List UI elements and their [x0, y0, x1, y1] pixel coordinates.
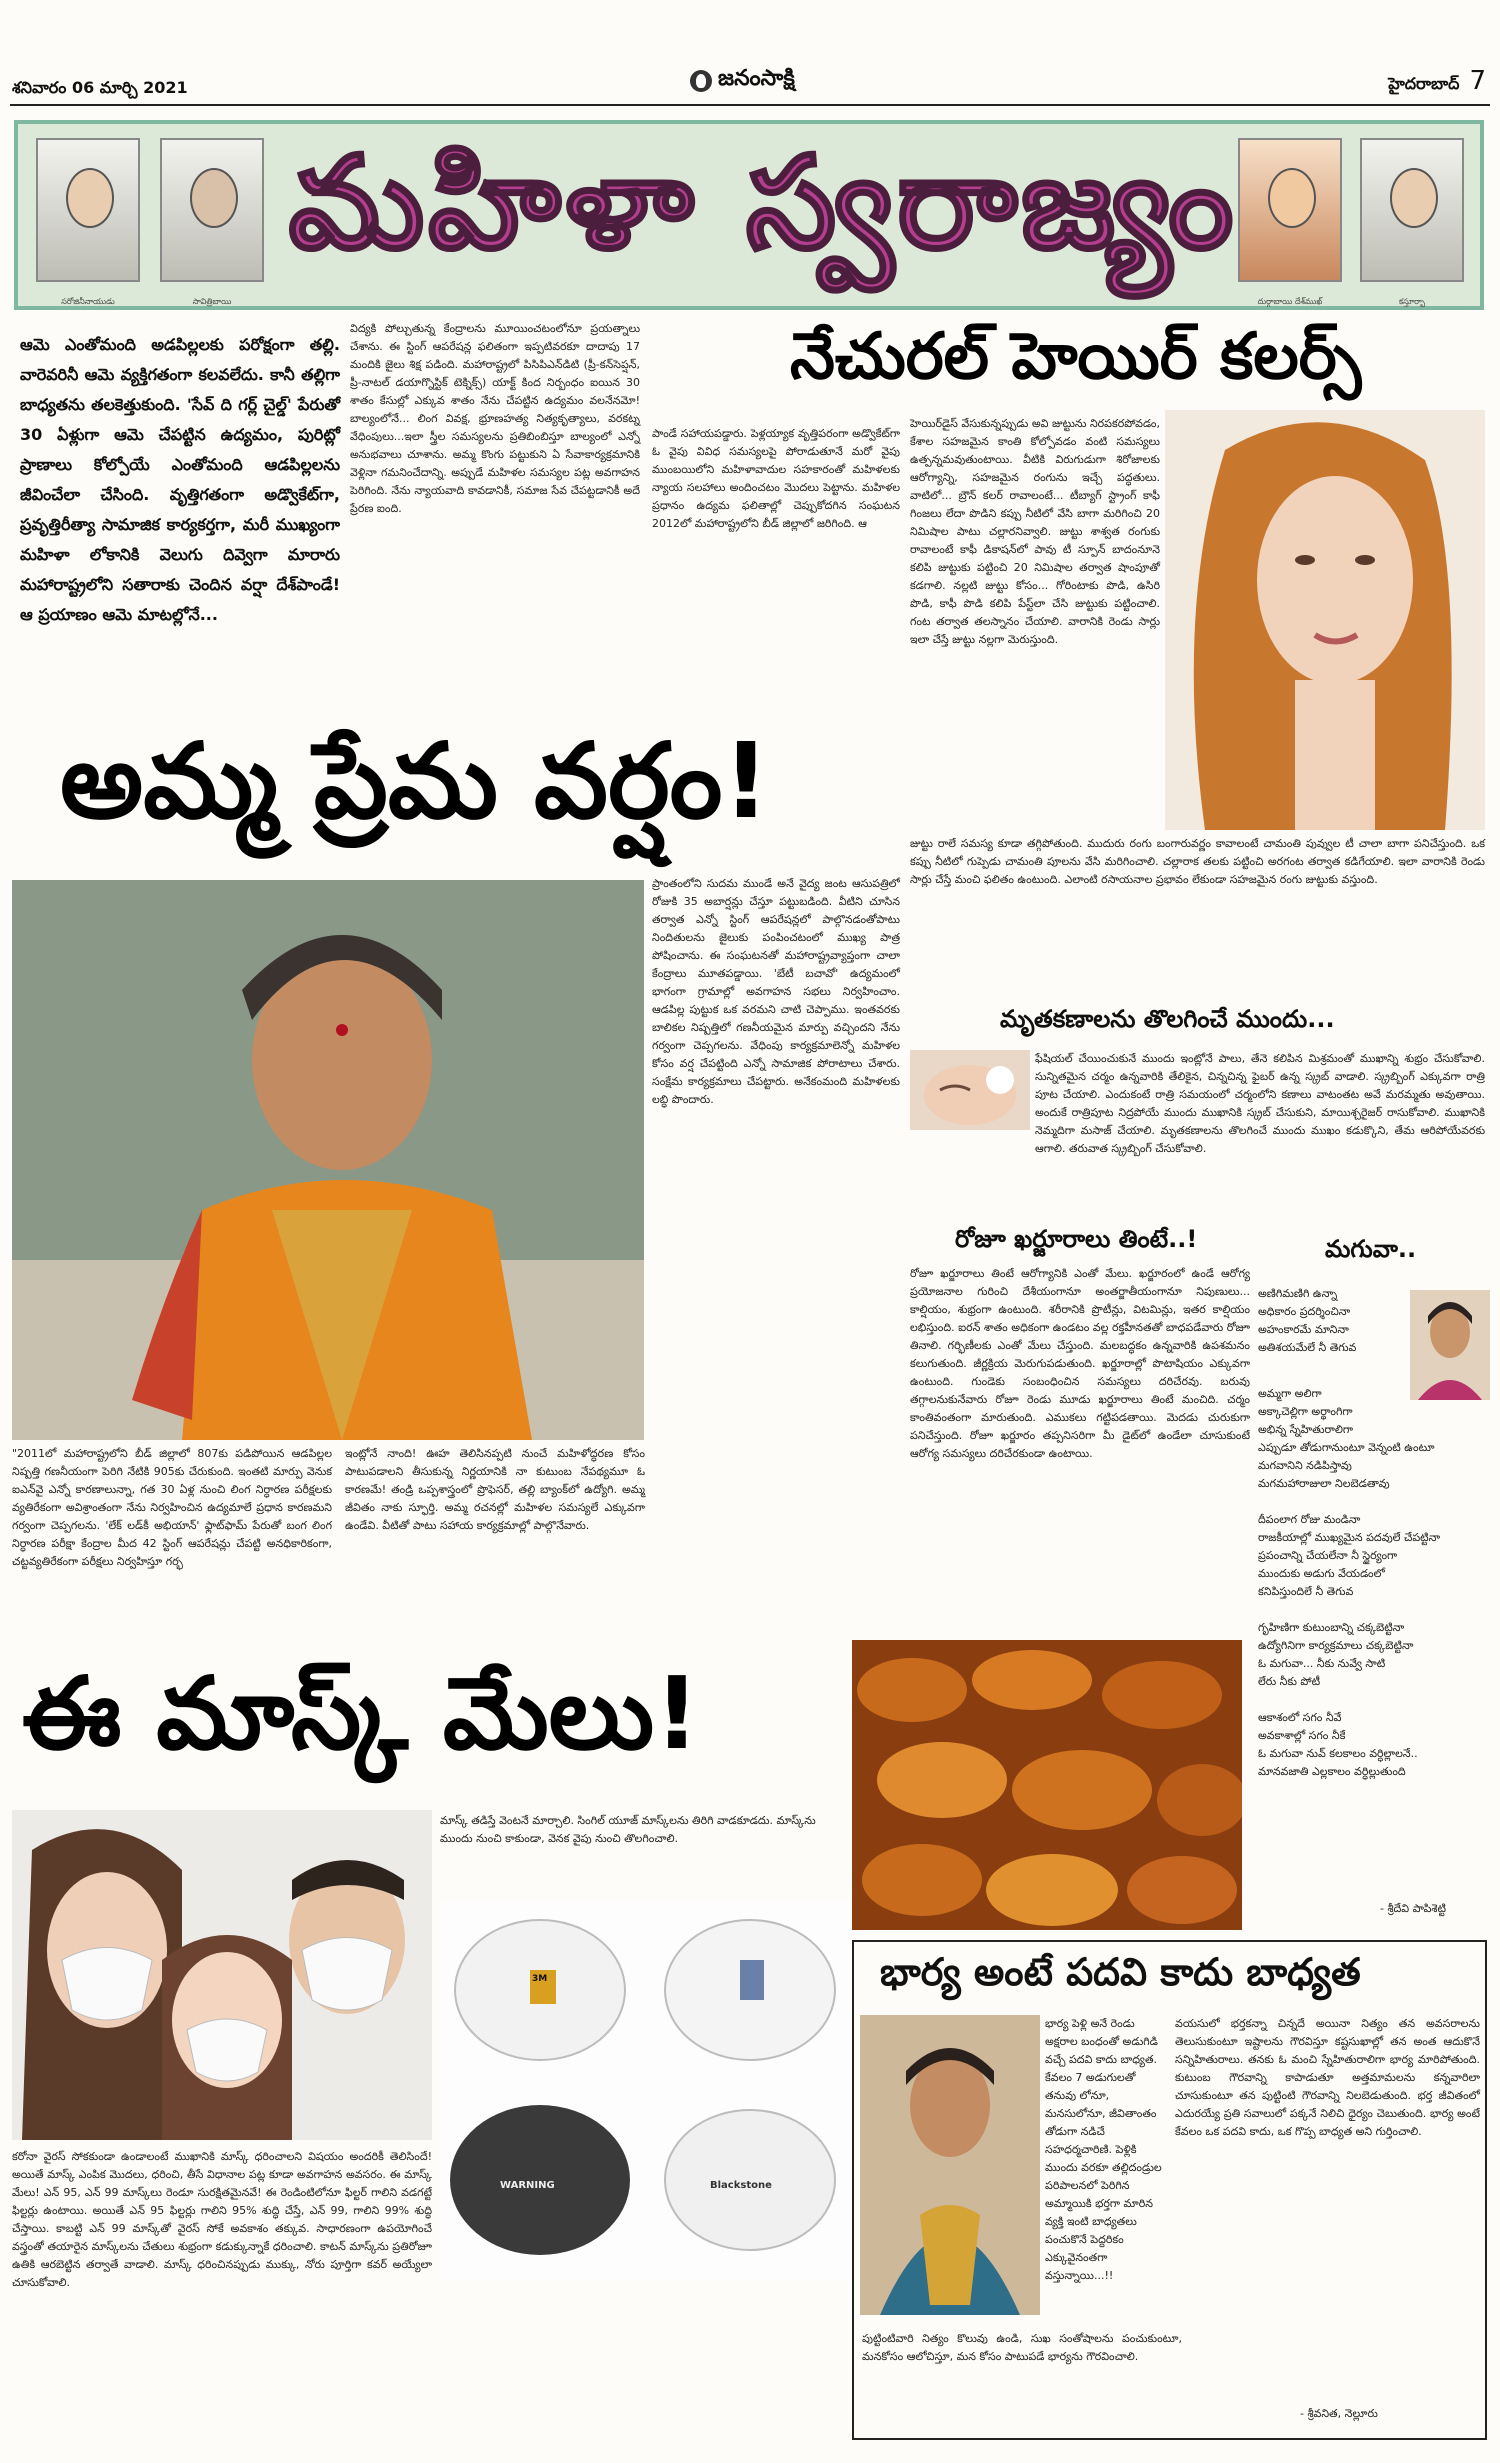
dates-fruit-image [852, 1640, 1242, 1930]
poem-line [1258, 1601, 1493, 1619]
portrait-2 [160, 138, 264, 306]
wife-author: - శ్రీవనిత, నెల్లూరు [1300, 2407, 1378, 2420]
hair-body-2: జుట్టు రాలే సమస్య కూడా తగ్గిపోతుంది. ముదురు రంగు బంగారువర్ణం కావాలంటే చామంతి పువ్వుల టీ చాలా బాగా పనిచేస్తుంది. ఒక కప్పు నీటిలో గుప్పెడు చామంతి పూలను వేసి మరిగించాలి. చల్లారాక తలకు పట్టించి అరగంట తర్వాత కడిగేయాలి. ఇలా వారానికి రెండు సార్లు చేస్తే మంచి ఫలితం ఉంటుంది. ఎలాంటి రసాయనాల ప్రభావం లేకుండా సహజమైన రంగు జుట్టుకు వస్తుంది. [910, 837, 1485, 886]
header-rule [10, 104, 1490, 106]
poem-line: మానవజాతి ఎల్లకాలం వర్ధిల్లుతుంది [1258, 1765, 1406, 1778]
poem-line: అధికారం ప్రదర్శించినా [1258, 1305, 1351, 1318]
poem-line: రాజకీయాల్లో ముఖ్యమైన పదవులే చేపట్టినా [1258, 1531, 1441, 1544]
mask-body: కరోనా వైరస్ సోకకుండా ఉండాలంటే ముఖానికి మాస్క్ ధరించాలని విషయం అందరికీ తెలిసిందే! అయితే మాస్క్ ఎంపిక మొదలు, ధరించి, తీసే విధానాల పట్ల కూడా అవగాహన అవసరం. ఈ మాస్క్ మేలు! ఎన్ 95, ఎన్ 99 మాస్క్‌లు రెండూ సురక్షితమైనవే! ఈ రెండింటిలోనూ ఫిల్టర్ గాలిని వడగట్టే ఫిల్టర్లు ఉంటాయి. అయితే ఎన్ 95 ఫిల్టర్లు గాలిని 95% శుద్ధి చేస్తే, ఎన్ 99, గాలిని 99% శుద్ధి చేస్తాయి. కాబట్టి ఎన్ 99 మాస్క్‌తో వైరస్ సోకే అవకాశం తక్కువ. సాధారణంగా ఉపయోగించే వస్త్రంతో తయారైన మాస్క్‌లను చేతులు శుభ్రంగా కడుక్కున్నాకే ధరించాలి. కాటన్ మాస్క్‌ను ప్రతిరోజూ ఉతికి ఆరబెట్టిన తర్వాతే వాడాలి. మాస్క్ ధరించినప్పుడు ముక్కు, నోరు పూర్తిగా కవర్ అయ్యేలా చూసుకోవాలి. [12, 2150, 432, 2289]
page-date: శనివారం 06 మార్చి 2021 [12, 78, 188, 97]
bride-image [860, 2015, 1040, 2315]
mask-intro: మాస్క్ తడిస్తే వెంటనే మార్చాలి. సింగిల్ యూజ్ మాస్క్‌లను తిరిగి వాడకూడదు. మాస్క్‌ను ముందు నుంచి కాకుండా, వెనక వైపు నుంచి తొలగించాలి. [440, 1814, 816, 1845]
poem-line: ముందుకు అడుగు వేయడంలో [1258, 1567, 1385, 1580]
woman-portrait-image [12, 880, 644, 1440]
banner [14, 120, 1484, 310]
poem-line [1258, 1493, 1493, 1511]
poem-body-2 [1258, 1385, 1493, 1781]
poem-line: అణిగిమణిగి ఉన్నా [1258, 1287, 1338, 1300]
portrait-caption-3: దుర్గాబాయి దేశ్‌ముఖ్ [1257, 297, 1323, 306]
wife-column-2: వయసులో భర్తకన్నా చిన్నదే అయినా నిత్యం తన అవసరాలను తెలుసుకుంటూ ఇష్టాలను గౌరవిస్తూ కష్టసుఖాల్లో తన అంత ఆదుకొనే సన్నిహితురాలు. తనకు ఓ మంచి స్నేహితురాలిగా భార్య మారిపోతుంది. కుటుంబ గౌరవాన్ని కాపాడుతూ అత్తమామలను కన్నవారిలా చూసుకుంటూ తన పుట్టింటి గౌరవాన్ని నిలబెడుతుంది. భర్త జీవితంలో ఎదురయ్యే ప్రతి సవాలులో పక్కనే నిలిచి ధైర్యం చెబుతుంది. భార్య అంటే కేవలం ఒక పదవి కాదు, ఒక గొప్ప బాధ్యత అని గుర్తించాలి. [1175, 2017, 1480, 2138]
mask-products-photo [440, 1900, 850, 2280]
poem-line: ప్రపంచాన్ని చేయలేనా నీ స్థైర్యంగా [1258, 1549, 1398, 1562]
wife-photo [860, 2015, 1040, 2315]
portrait-1 [36, 138, 140, 306]
poem-line: ఓ మగువా... నీకు నువ్వే సాటి [1258, 1657, 1386, 1670]
poem-author: - శ్రీదేవి పాపిశెట్టి [1380, 1902, 1446, 1915]
poem-line: అతిశయమేలే నీ తెగువ [1258, 1341, 1357, 1354]
dead-skin-body: ఫేషియల్ చేయించుకునే ముందు ఇంట్లోనే పాలు, తేనె కలిపిన మిశ్రమంతో ముఖాన్ని శుభ్రం చేసుకోవాలి. సున్నితమైన చర్మం ఉన్నవారికి తేలికైన, చిన్నచిన్న ఫైబర్ ఉన్న స్క్రబ్ వాడాలి. స్క్రబ్బింగ్ ఎక్కువగా రాత్రి పూట చేయాలి. ఎందుకంటే రాత్రి సమయంలో చర్మంలోని కణాలు వాటంతట అవే మరమ్మతు అవుతాయి. అందుకే రాత్రిపూట నిద్రపోయే ముందు ముఖానికి స్క్రబ్ చేసుకుని, మాయిశ్చరైజర్ రాసుకోవాలి. ముఖానికి నెమ్మదిగా మసాజ్ చేయాలి. మృతకణాలను తొలగించే ముందు ముఖం కడుక్కొని, తేమ ఆరిపోయేవరకు ఆగాలి. తరువాత స్క్రబ్బింగ్ చేసుకోవాలి. [1035, 1052, 1485, 1155]
poem-line: గృహిణిగా కుటుంబాన్ని చక్కబెట్టినా [1258, 1621, 1405, 1634]
wife-headline: భార్య అంటే పదవి కాదు బాధ్యత [880, 1950, 1361, 1994]
story-column-b1: ఇంట్లోనే నాంది! ఊహ తెలిసినప్పటి నుంచే మహిళోద్ధరణ కోసం పాటుపడాలని తీసుకున్న నిర్ణయానికి నా కుటుంబ నేపథ్యమూ ఓ కారణమే! తండ్రి ఒప్పశాస్త్రంలో ప్రొఫెసర్, తల్లి బ్యాంక్‌లో ఉద్యోగి. అమ్మ జీవితం నాకు స్ఫూర్తి. అమ్మ రచనల్లో మహిళల సమస్యలే ఎక్కువగా ఉండేవి. వీటితో పాటు సహాయ కార్యక్రమాల్లో పాల్గొనేవారు. [345, 1447, 645, 1532]
poem-line: ఆకాశంలో సగం నీవే [1258, 1711, 1342, 1724]
poem-line: మగవానిని నడిపిస్తావు [1258, 1459, 1352, 1472]
poem-line [1258, 1691, 1493, 1709]
story-lead: ఆమె ఎంతోమంది అడపిల్లలకు పరోక్షంగా తల్లి. వారెవరినీ ఆమె వ్యక్తిగతంగా కలవలేదు. కానీ తల్లిగా బాధ్యతను తలకెత్తుకుంది. 'సేవ్ ది గర్ల్ చైల్డ్' పేరుతో 30 ఏళ్లుగా ఆమె చేపట్టిన ఉద్యమం, పురిట్లో ప్రాణాలు కోల్పోయే ఎంతోమంది ఆడపిల్లలను జీవించేలా చేసింది. వృత్తిగతంగా అడ్వొకేట్‌గా, ప్రవృత్తిరీత్యా సామాజిక కార్యకర్తగా, మరీ ముఖ్యంగా మహిళా లోకానికి వెలుగు దివ్వెగా మారారు మహారాష్ట్రలోని సతారాకు చెందిన వర్షా దేశ్‌పాండే! ఆ ప్రయాణం ఆమె మాటల్లోనే... [20, 335, 340, 624]
page-location [1388, 66, 1486, 97]
mask-label-3m: 3M [532, 1974, 548, 1984]
story-photo [12, 880, 644, 1440]
poem-line: మగమహారాజులా నిలబెడతావు [1258, 1477, 1390, 1490]
hair-model-image [1165, 410, 1485, 830]
story-column-2: విద్యకి పోల్చుతున్న కేంద్రాలను మూయించటంలోనూ ప్రయత్నాలు చేశాను. ఈ స్టింగ్ ఆపరేషన్ల ఫలితంగా ఇప్పటివరకూ దాదాపు 17 మందికి జైలు శిక్ష పడింది. మహారాష్ట్రలో పిసిపిఎన్‌డిటి (ప్రీ-కన్‌సెప్షన్, ప్రీ-నాటల్ డయాగ్నొస్టిక్ టెక్నిక్స్) యాక్ట్ కింద నిర్బంధం ఐయిన 30 శాతం కేసుల్లో ఎక్కువ శాతం నేను చేపట్టిన ఉద్యమం వలనేనమో! బాల్యంలోనే... లింగ వివక్ష, భ్రూణహత్య నిత్యకృత్యాలు, వరకట్న వేధింపులు...ఇలా స్త్రీల సమస్యలను ప్రతిబింబిస్తూ బాల్యంలో ఎన్నో అనుభవాలు చూశాను. అమ్మ కొంగు పట్టుకుని ఏ సేవాకార్యక్రమానికి వెళ్లినా గమనించేదాన్ని. అప్పుడే మహిళల సమస్యల పట్ల అవగాహన పెరిగింది. నేను న్యాయవాది కావడానికీ, సమాజ సేవ చేపట్టడానికీ అదే ప్రేరణ ఐంది. [350, 322, 640, 515]
story-headline: అమ్మ ప్రేమ వర్షం! [60, 720, 770, 842]
poem-line: దీపంలాగ రోజు మండినా [1258, 1513, 1361, 1526]
family-mask-image [12, 1810, 432, 2140]
dates-headline: రోజూ ఖర్జూరాలు తింటే..! [955, 1225, 1198, 1253]
wife-footer: పుట్టింటివారి నిత్యం కొలువు ఉండి, సుఖ సంతోషాలను పంచుకుంటూ, మనకోసం ఆలోచిస్తూ, మన కోసం పాటుపడే భార్యను గౌరవించాలి. [862, 2332, 1182, 2363]
poem-title: మగువా.. [1325, 1235, 1417, 1263]
poem-line: అభిన్న స్నేహితురాలిగా [1258, 1423, 1354, 1436]
story-column-b2: ప్రాంతంలోని సుదమ ముండే అనే వైద్య జంట ఆసుపత్రిలో రోజుకి 35 అబార్షన్లు చేస్తూ పట్టుబడింది. వీటిని చూసిన తర్వాత ఎన్నో స్టింగ్ ఆపరేషన్లలో పాల్గొనడంతోపాటు నిందితులను జైలుకు పంపించటంలో ముఖ్య పాత్ర పోషించాను. ఈ సంఘటనతో మహారాష్ట్రవ్యాప్తంగా చాలా కేంద్రాలు మూతపడ్డాయి. 'బేటీ బచావో' ఉద్యమంలో భాగంగా గ్రామాల్లో అవగాహన సభలు నిర్వహించాం. ఆడపిల్ల పుట్టుక ఒక వరమని చాటి చెప్పాము. ఇంతవరకు బాలికల నిష్పత్తిలో గణనీయమైన మార్పు వచ్చిందని నేను గర్వంగా చెప్పగలను. వేధింపు కార్యక్రమాలెన్నో మహిళల కోసం వర్ష చేపట్టింది ఎన్నో సామాజిక పోరాటాలు చేశారు. సంక్షేమ కార్యక్రమాలు చేపట్టారు. అనేకంమంది మహిళలకు లబ్ధి పొందారు. [652, 877, 900, 1106]
portrait-caption-2: సావిత్రిబాయి [192, 297, 232, 306]
poem-author-photo [1410, 1290, 1490, 1400]
story-column-3: పాండే సహాయపడ్డారు. పెళ్లయ్యాక వృత్తిపరంగా అడ్వొకేట్‌గా ఓ వైపు వివిధ సమస్యలపై పోరాడుతూనే మరో వైపు ముంబయిలోని మహిళావాదుల సహకారంతో మహిళలకు న్యాయ సలహాలు అందించటం మొదలు పెట్టాను. మహిళల ప్రధానం ఉద్యమ ఫలితాల్లో చెప్పుకోదగిన సంఘటన 2012లో మహారాష్ట్రలోని బీడ్ జిల్లాలో జరిగింది. ఆ [652, 427, 900, 530]
poem-body [1258, 1285, 1408, 1357]
portrait-4 [1360, 138, 1464, 306]
facial-image [910, 1050, 1030, 1130]
poem-line: లేరు నీకు పోటీ [1258, 1675, 1321, 1688]
poem-line: అహంకారమే మానినా [1258, 1323, 1349, 1336]
portrait-caption-1: సరోజినీనాయుడు [61, 297, 115, 306]
dates-body: రోజూ ఖర్జూరాలు తింటే ఆరోగ్యానికి ఎంతో మేలు. ఖర్జూరంలో ఉండే ఆరోగ్య ప్రయోజనాల గురించి దేశీయంగానూ అంతర్జాతీయంగానూ నిపుణులు... కాల్షియం, శుభ్రంగా ఉంటుంది. శరీరానికి ప్రొటీన్లు, విటమిన్లు, ఇతర కాల్షియం లభిస్తుంది. ఐరన్ శాతం అధికంగా ఉండటం వల్ల రక్తహీనతతో బాధపడేవారు రోజూ తినాలి. గర్భిణీలకు ఎంతో మేలు చేస్తుంది. మలబద్ధకం ఉన్నవారికి ఉపశమనం కలుగుతుంది. జీర్ణక్రియ మెరుగుపడుతుంది. ఖర్జూరాల్లో పొటాషియం ఎక్కువగా ఉంటుంది. గుండెకు సంబంధించిన సమస్యలు దరిచేరవు. బరువు తగ్గాలనుకునేవారు రోజూ రెండు మూడు ఖర్జూరాలు తింటే మంచిది. చర్మం కాంతివంతంగా మారుతుంది. ఎముకలు గట్టిపడతాయి. మెదడు చురుకుగా పనిచేస్తుంది. రోజూ ఖర్జూరం తప్పనిసరిగా మీ డైట్‌లో ఉండేలా చూసుకుంటే ఆరోగ్య సమస్యలు దరిచేరకుండా ఉంటాయి. [910, 1267, 1250, 1460]
portrait-caption-4: కస్తూర్బా [1398, 297, 1426, 306]
city-name: హైదరాబాద్ [1388, 74, 1460, 93]
author-portrait-image [1410, 1290, 1490, 1400]
poem-line: అవకాశాల్లో సగం నీకే [1258, 1729, 1346, 1742]
wife-column-1: భార్య పెళ్లి అనే రెండు అక్షరాల బంధంతో అడుగిడి వచ్చే పదవి కాదు బాధ్యత. కేవలం 7 అడుగులతో తనువు లోనూ, మనసులోనూ, జీవితాంతం తోడుగా నడిచే సహధర్మచారిణి. పెళ్లికి ముందు వరకూ తల్లిదండ్రుల పరిపాలనలో పెరిగిన అమ్మాయికి భర్తగా మారిన వ్యక్తి ఇంటి బాధ్యతలు పంచుకొనే పెద్దరికం ఎక్కువైనంతగా వస్తున్నాయి...!! [1045, 2017, 1162, 2282]
poem-line: అమ్మగా అలిగా [1258, 1387, 1322, 1400]
poem-line: ఓ మగువా నువ్ కలకాలం వర్ధిల్లాలనే.. [1258, 1747, 1418, 1760]
mask-headline: ఈ మాస్క్ మేలు! [22, 1655, 700, 1772]
hair-model-photo [1165, 410, 1485, 830]
masthead-logo-icon [690, 70, 712, 92]
family-mask-photo [12, 1810, 432, 2140]
hair-headline: నేచురల్ హెయిర్ కలర్స్ [790, 320, 1362, 394]
dates-photo [852, 1640, 1242, 1930]
portrait-3 [1238, 138, 1342, 306]
dead-skin-headline: మృతకణాలను తొలగించే ముందు... [1000, 1005, 1335, 1033]
mask-products-image [440, 1900, 850, 2280]
poem-line: కనిపిస్తుందిలే నీ తెగువ [1258, 1585, 1354, 1598]
masthead [690, 66, 795, 96]
mask-label-brand: Blackstone [710, 2180, 772, 2191]
poem-line: ఎప్పుడూ తోడుగానుంటూ వెన్నంటి ఉంటూ [1258, 1441, 1435, 1454]
facial-photo [910, 1050, 1030, 1130]
hair-body: హెయిర్‌డైస్ వేసుకున్నప్పుడు అవి జుట్టును నిరపకరపోవడం, కేశాల సహజమైన కాంతి కోల్పోవడం వంటి సమస్యలు ఉత్పన్నమవుతుంటాయి. వీటికి విరుగుడుగా శిరోజాలకు ఆరోగ్యాన్ని, సహజమైన రంగును ఇచ్చే పద్ధతులు. వాటిలో... బ్రౌన్ కలర్ రావాలంటే... టీబ్యాగ్ స్ట్రాంగ్ కాఫీ గింజలు లేదా పొడిని కప్పు నీటిలో వేసి బాగా మరిగించి 20 నిమిషాల పాటు చల్లారనివ్వాలి. జుట్టు శాశ్వత రంగుకు రావాలంటే కాఫీ డికాషన్‌లో పావు టీ స్పూన్ బాదంనూనె కలిపి జుట్టుకు పట్టించి 20 నిమిషాల తర్వాత షాంపూతో కడగాలి. నల్లటి జుట్టు కోసం... గోరింటాకు పొడి, ఉసిరి పొడి, కాఫీ పొడి కలిపి పేస్ట్‌లా చేసి జుట్టుకు పట్టించాలి. గంట తర్వాత తలస్నానం చేయాలి. వారానికి రెండు సార్లు ఇలా చేస్తే జుట్టు నల్లగా మెరుస్తుంది. [910, 417, 1160, 646]
photo-caption: "2011లో మహారాష్ట్రలోని బీడ్ జిల్లాలో 807కు పడిపోయిన ఆడపిల్లల నిష్పత్తి గణనీయంగా పెరిగి నేటికి 905కు చేరుకుంది. ఇంతటి మార్పు వెనుక ఐఎన్‌వై ఎన్నో కారణాలున్నా, గత 30 ఏళ్ల నుంచి లింగ నిర్ధారణ పరీక్షలకు వ్యతిరేకంగా అవిశ్రాంతంగా నేను నిర్వహించిన ఉద్యమాలే ప్రధాన కారణమని గర్వంగా చెప్పగలను. 'లేక్ లడ్‌కీ అభియాన్' ఫ్లాట్‌ఫామ్ పేరుతో బంగ లింగ నిర్ధారణ పరీక్షా కేంద్రాల మీద 42 స్టింగ్ ఆపరేషన్లు చేపట్టి అనధికారికంగా, చట్టవ్యతిరేకంగా పరీక్షలు నిర్వహిస్తూ గర్భ [12, 1447, 332, 1568]
masthead-title: జనంసాక్షి [718, 66, 795, 91]
poem-line: అక్కాచెల్లిగా అర్థాంగిగా [1258, 1405, 1353, 1418]
poem-line: ఉద్యోగినిగా కార్యక్రమాలు చక్కబెట్టినా [1258, 1639, 1414, 1652]
mask-label-warning: WARNING [500, 2180, 555, 2191]
page-number: 7 [1469, 66, 1486, 96]
banner-title: మహిళా స్వరాజ్యం [288, 128, 1238, 278]
